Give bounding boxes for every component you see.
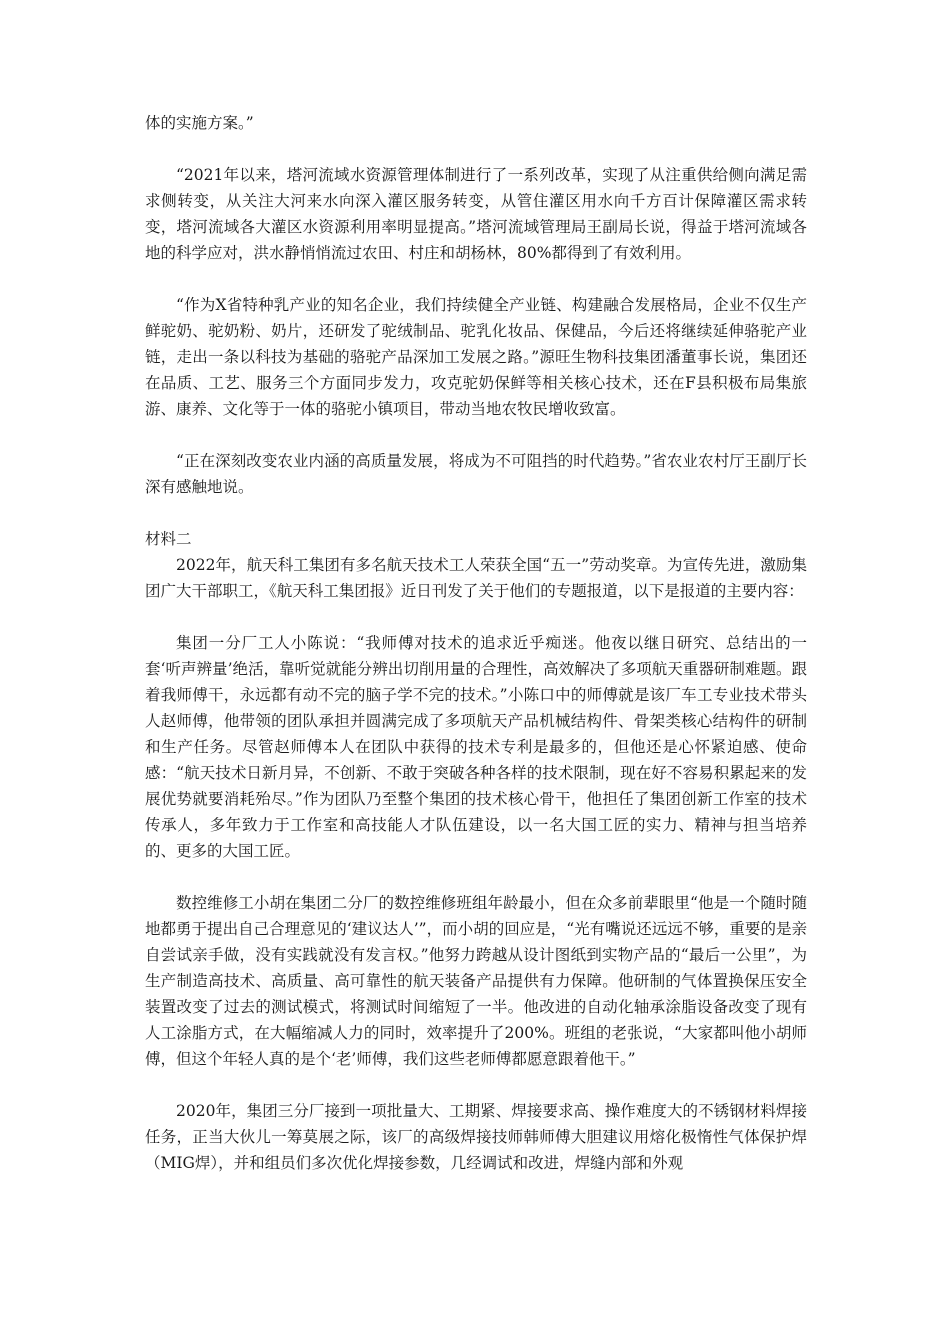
paragraph-agriculture: “正在深刻改变农业内涵的高质量发展，将成为不可阻挡的时代趋势。”省农业农村厅王副厅长深有感触地说。 [145,452,807,496]
paragraph-continuation: 体的实施方案。” [145,114,254,132]
section-title-material-two: 材料二 [145,530,192,548]
paragraph-master-zhao: 集团一分厂工人小陈说：“我师傅对技术的追求近乎痴迷。他夜以继日研究、总结出的一套‘听声辨量’绝活，靠听觉就能分辨出切削用量的合理性，高效解决了多项航天重器研制难题。跟着我师傅干，永远都有动不完的脑子学不完的技术。”小陈口中的师傅就是该厂车工专业技术带头人赵师傅，他带领的团队承担并圆满完成了多项航天产品机械结构件、骨架类核心结构件的研制和生产任务。尽管赵师傅本人在团队中获得的技术专利是最多的，但他还是心怀紧迫感、使命感：“航天技术日新月异，不创新、不敢于突破各种各样的技术限制，现在好不容易积累起来的发展优势就要消耗殆尽。”作为团队乃至整个集团的技术核心骨干，他担任了集团创新工作室的技术传承人，多年致力于工作室和高技能人才队伍建设，以一名大国工匠的实力、精神与担当培养的、更多的大国工匠。 [145,634,807,860]
paragraph-camel-milk: “作为X省特种乳产业的知名企业，我们持续健全产业链、构建融合发展格局，企业不仅生产鲜驼奶、驼奶粉、奶片，还研发了驼绒制品、驼乳化妆品、保健品，今后还将继续延伸骆驼产业链，走出一条以科技为基础的骆驼产品深加工发展之路。”源旺生物科技集团潘董事长说，集团还在品质、工艺、服务三个方面同步发力，攻克驼奶保鲜等相关核心技术，还在F县积极布局集旅游、康养、文化等于一体的骆驼小镇项目，带动当地农牧民增收致富。 [145,296,807,418]
paragraph-master-han: 2020年，集团三分厂接到一项批量大、工期紧、焊接要求高、操作难度大的不锈钢材料焊接任务，正当大伙儿一筹莫展之际，该厂的高级焊接技师韩师傅大胆建议用熔化极惰性气体保护焊（MIG焊），并和组员们多次优化焊接参数，几经调试和改进，焊缝内部和外观 [145,1102,807,1172]
paragraph-intro: 2022年，航天科工集团有多名航天技术工人荣获全国“五一”劳动奖章。为宣传先进，激励集团广大干部职工，《航天科工集团报》近日刊发了关于他们的专题报道，以下是报道的主要内容： [145,556,807,600]
paragraph-xiao-hu: 数控维修工小胡在集团二分厂的数控维修班组年龄最小，但在众多前辈眼里“他是一个随时随地都勇于提出自己合理意见的‘建议达人’”，而小胡的回应是，“光有嘴说还远远不够，重要的是亲自尝试亲手做，没有实践就没有发言权。”他努力跨越从设计图纸到实物产品的“最后一公里”，为生产制造高技术、高质量、高可靠性的航天装备产品提供有力保障。他研制的气体置换保压安全装置改变了过去的测试模式，将测试时间缩短了一半。他改进的自动化轴承涂脂设备改变了现有人工涂脂方式，在大幅缩减人力的同时，效率提升了200%。班组的老张说，“大家都叫他小胡师傅，但这个年轻人真的是个‘老’师傅，我们这些老师傅都愿意跟着他干。” [145,894,807,1068]
paragraph-tarim-river: “2021年以来，塔河流域水资源管理体制进行了一系列改革，实现了从注重供给侧向满足需求侧转变，从关注大河来水向深入灌区服务转变，从管住灌区用水向千方百计保障灌区需求转变，塔河流域各大灌区水资源利用率明显提高。”塔河流域管理局王副局长说，得益于塔河流域各地的科学应对，洪水静悄悄流过农田、村庄和胡杨林，80%都得到了有效利用。 [145,166,807,262]
document-page [145,110,807,1176]
